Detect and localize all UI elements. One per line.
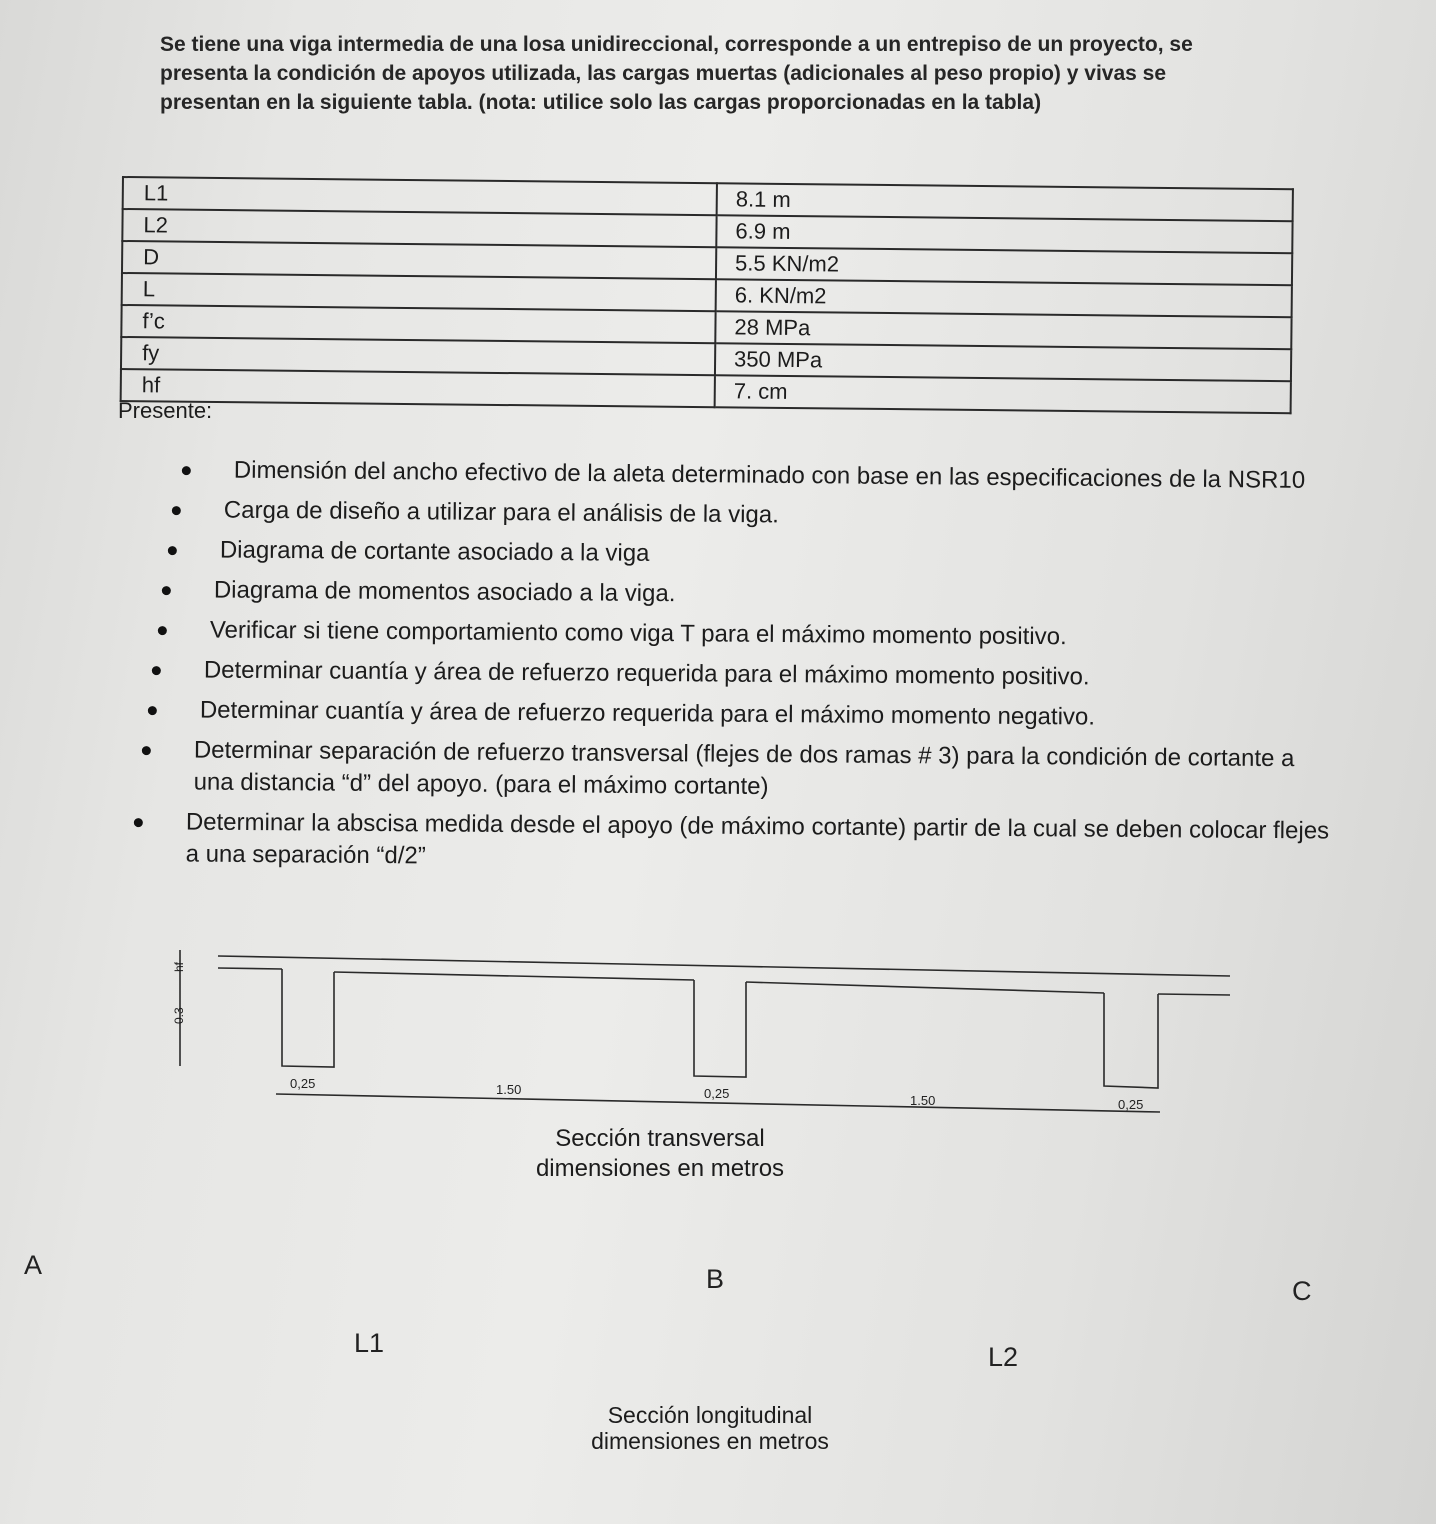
dim-flange-1: 1.50	[496, 1082, 522, 1097]
param-cell: hf	[121, 369, 715, 407]
value-cell: 6. KN/m2	[716, 279, 1292, 317]
value-cell: 350 MPa	[715, 343, 1291, 381]
dim-web-2: 0,25	[704, 1086, 730, 1101]
param-cell: L	[122, 273, 716, 311]
web-1	[282, 969, 334, 1067]
longitudinal-caption	[540, 1402, 880, 1454]
dim-web-1: 0,25	[290, 1076, 316, 1091]
param-cell: fy	[121, 337, 715, 375]
web-2	[694, 980, 746, 1077]
value-cell: 6.9 m	[716, 215, 1292, 253]
flange-bottom-line	[1158, 994, 1230, 995]
flange-thickness-label: hf	[172, 961, 186, 972]
value-cell: 7. cm	[715, 375, 1291, 413]
support-a-label: A	[24, 1250, 43, 1280]
caption-line: dimensiones en metros	[535, 1155, 785, 1182]
task-text: Determinar cuantía y área de refuerzo requerida para el máximo momento negativo.	[199, 696, 1096, 731]
flange-bottom-line	[218, 968, 282, 969]
task-text: Determinar la abscisa medida desde el apoyo (de máximo cortante) partir de la cual se deben colocar flejes a una separación “d/2”	[185, 808, 1330, 870]
value-cell: 28 MPa	[715, 311, 1291, 349]
task-text: Determinar cuantía y área de refuerzo requerida para el máximo momento positivo.	[203, 656, 1090, 691]
problem-statement: Se tiene una viga intermedia de una losa unidireccional, corresponde a un entrepiso de un proyecto, se presenta la condición de apoyos utilizada, las cargas muertas (adicionales al peso propio) y vivas se presentan en la siguiente tabla. (nota: utilice solo las cargas proporcionadas en la tabla)	[160, 33, 1193, 114]
task-text: Verificar si tiene comportamiento como viga T para el máximo momento positivo.	[209, 616, 1067, 651]
span-l1-label: L1	[354, 1328, 385, 1358]
task-text: Determinar separación de refuerzo transversal (flejes de dos ramas # 3) para la condición de cortante a una distancia “d” del apoyo. (para el máximo cortante)	[193, 736, 1295, 801]
height-label: 0.3	[172, 1007, 186, 1024]
caption-line: Sección longitudinal	[607, 1402, 813, 1428]
task-text: Carga de diseño a utilizar para el análisis de la viga.	[223, 496, 779, 529]
presente-label: Presente:	[118, 398, 213, 423]
dim-flange-2: 1.50	[910, 1093, 936, 1108]
caption-line: dimensiones en metros	[591, 1428, 829, 1454]
support-b-label: B	[706, 1264, 725, 1294]
task-text: Dimensión del ancho efectivo de la aleta determinado con base en las especificaciones de la NSR10	[233, 456, 1306, 494]
web-3	[1104, 993, 1158, 1088]
cross-section-caption	[500, 1124, 820, 1184]
task-text: Diagrama de cortante asociado a la viga	[219, 536, 650, 567]
support-c-label: C	[1292, 1276, 1312, 1306]
value-cell: 8.1 m	[717, 183, 1293, 221]
param-cell: f’c	[121, 305, 715, 343]
param-cell: L2	[122, 209, 716, 247]
flange-bottom-line	[334, 972, 694, 980]
task-text: Diagrama de momentos asociado a la viga.	[213, 576, 676, 608]
param-cell: D	[122, 241, 716, 279]
param-cell: L1	[123, 177, 717, 215]
flange-bottom-line	[746, 982, 1104, 993]
dim-web-3: 0,25	[1118, 1097, 1144, 1112]
value-cell: 5.5 KN/m2	[716, 247, 1292, 285]
caption-line: Sección transversal	[555, 1125, 765, 1152]
span-l2-label: L2	[988, 1342, 1019, 1372]
